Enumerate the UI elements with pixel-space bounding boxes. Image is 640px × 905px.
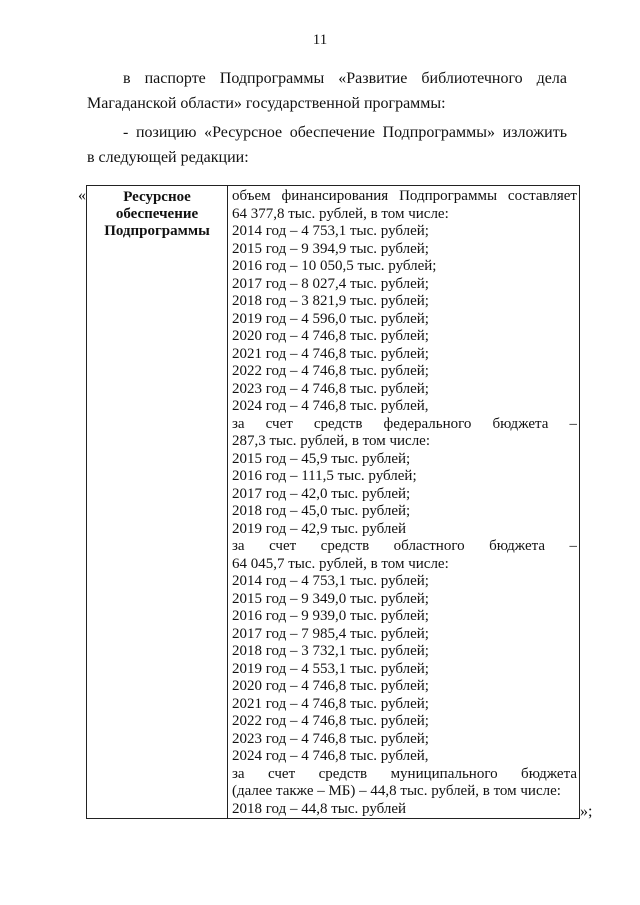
content-line: 2014 год – 4 753,1 тыс. рублей;: [232, 223, 429, 239]
content-line: 2019 год – 4 553,1 тыс. рублей;: [232, 660, 429, 677]
intro-paragraph-line-4: в следующей редакции:: [87, 149, 249, 166]
content-line: 2022 год – 4 746,8 тыс. рублей;: [232, 363, 429, 379]
content-line: 2015 год – 45,9 тыс. рублей;: [232, 450, 411, 467]
table-content-cell: [228, 186, 580, 819]
table-label-cell: [87, 186, 228, 819]
content-line: 2016 год – 111,5 тыс. рублей;: [232, 468, 417, 484]
closing-quote: »;: [580, 803, 593, 820]
content-line: 2022 год – 4 746,8 тыс. рублей;: [232, 713, 429, 729]
label-line: Подпрограммы: [104, 223, 210, 239]
content-line: 2018 год – 3 732,1 тыс. рублей;: [232, 643, 429, 659]
content-line: 2017 год – 42,0 тыс. рублей;: [232, 485, 411, 502]
content-line: 2020 год – 4 746,8 тыс. рублей;: [232, 328, 429, 344]
content-line: 64 045,7 тыс. рублей, в том числе:: [232, 555, 449, 572]
intro-paragraph-line-1: в паспорте Подпрограммы «Развитие библиотечного дела: [123, 70, 567, 87]
content-line: объем финансирования Подпрограммы составляет: [232, 188, 577, 204]
content-line: 2016 год – 10 050,5 тыс. рублей;: [232, 258, 437, 274]
content-line: 2015 год – 9 349,0 тыс. рублей;: [232, 590, 429, 607]
label-line: Ресурсное: [123, 189, 191, 205]
content-line: за счет средств муниципального бюджета: [232, 765, 577, 782]
content-line: за счет средств федерального бюджета –: [232, 415, 577, 432]
content-line: 2019 год – 4 596,0 тыс. рублей;: [232, 310, 429, 327]
page-number: 11: [312, 32, 328, 48]
label-line: обеспечение: [115, 206, 199, 222]
content-line: 287,3 тыс. рублей, в том числе:: [232, 433, 431, 449]
opening-quote: «: [78, 187, 86, 204]
content-line: (далее также – МБ) – 44,8 тыс. рублей, в том числе:: [232, 783, 561, 799]
content-line: 2014 год – 4 753,1 тыс. рублей;: [232, 573, 429, 589]
content-line: 2015 год – 9 394,9 тыс. рублей;: [232, 240, 429, 257]
content-line: 2016 год – 9 939,0 тыс. рублей;: [232, 608, 429, 624]
content-line: 2021 год – 4 746,8 тыс. рублей;: [232, 695, 429, 712]
table-row: [87, 186, 580, 819]
content-line: 64 377,8 тыс. рублей, в том числе:: [232, 205, 449, 222]
content-line: 2024 год – 4 746,8 тыс. рублей,: [232, 398, 429, 414]
content-line: за счет средств областного бюджета –: [232, 538, 577, 554]
content-line: 2023 год – 4 746,8 тыс. рублей;: [232, 380, 429, 397]
content-line: 2023 год – 4 746,8 тыс. рублей;: [232, 730, 429, 747]
content-line: 2018 год – 3 821,9 тыс. рублей;: [232, 293, 429, 309]
content-line: 2019 год – 42,9 тыс. рублей: [232, 520, 407, 537]
content-line: 2018 год – 45,0 тыс. рублей;: [232, 503, 411, 519]
content-line: 2020 год – 4 746,8 тыс. рублей;: [232, 678, 429, 694]
content-line: 2017 год – 8 027,4 тыс. рублей;: [232, 275, 429, 292]
intro-paragraph-line-2: Магаданской области» государственной программы:: [87, 95, 446, 112]
intro-paragraph-line-3: - позицию «Ресурсное обеспечение Подпрограммы» изложить: [123, 124, 567, 141]
content-line: 2018 год – 44,8 тыс. рублей: [232, 800, 407, 817]
content-line: 2017 год – 7 985,4 тыс. рублей;: [232, 625, 429, 642]
content-line: 2021 год – 4 746,8 тыс. рублей;: [232, 345, 429, 362]
resource-table: [86, 185, 580, 819]
content-line: 2024 год – 4 746,8 тыс. рублей,: [232, 748, 429, 764]
